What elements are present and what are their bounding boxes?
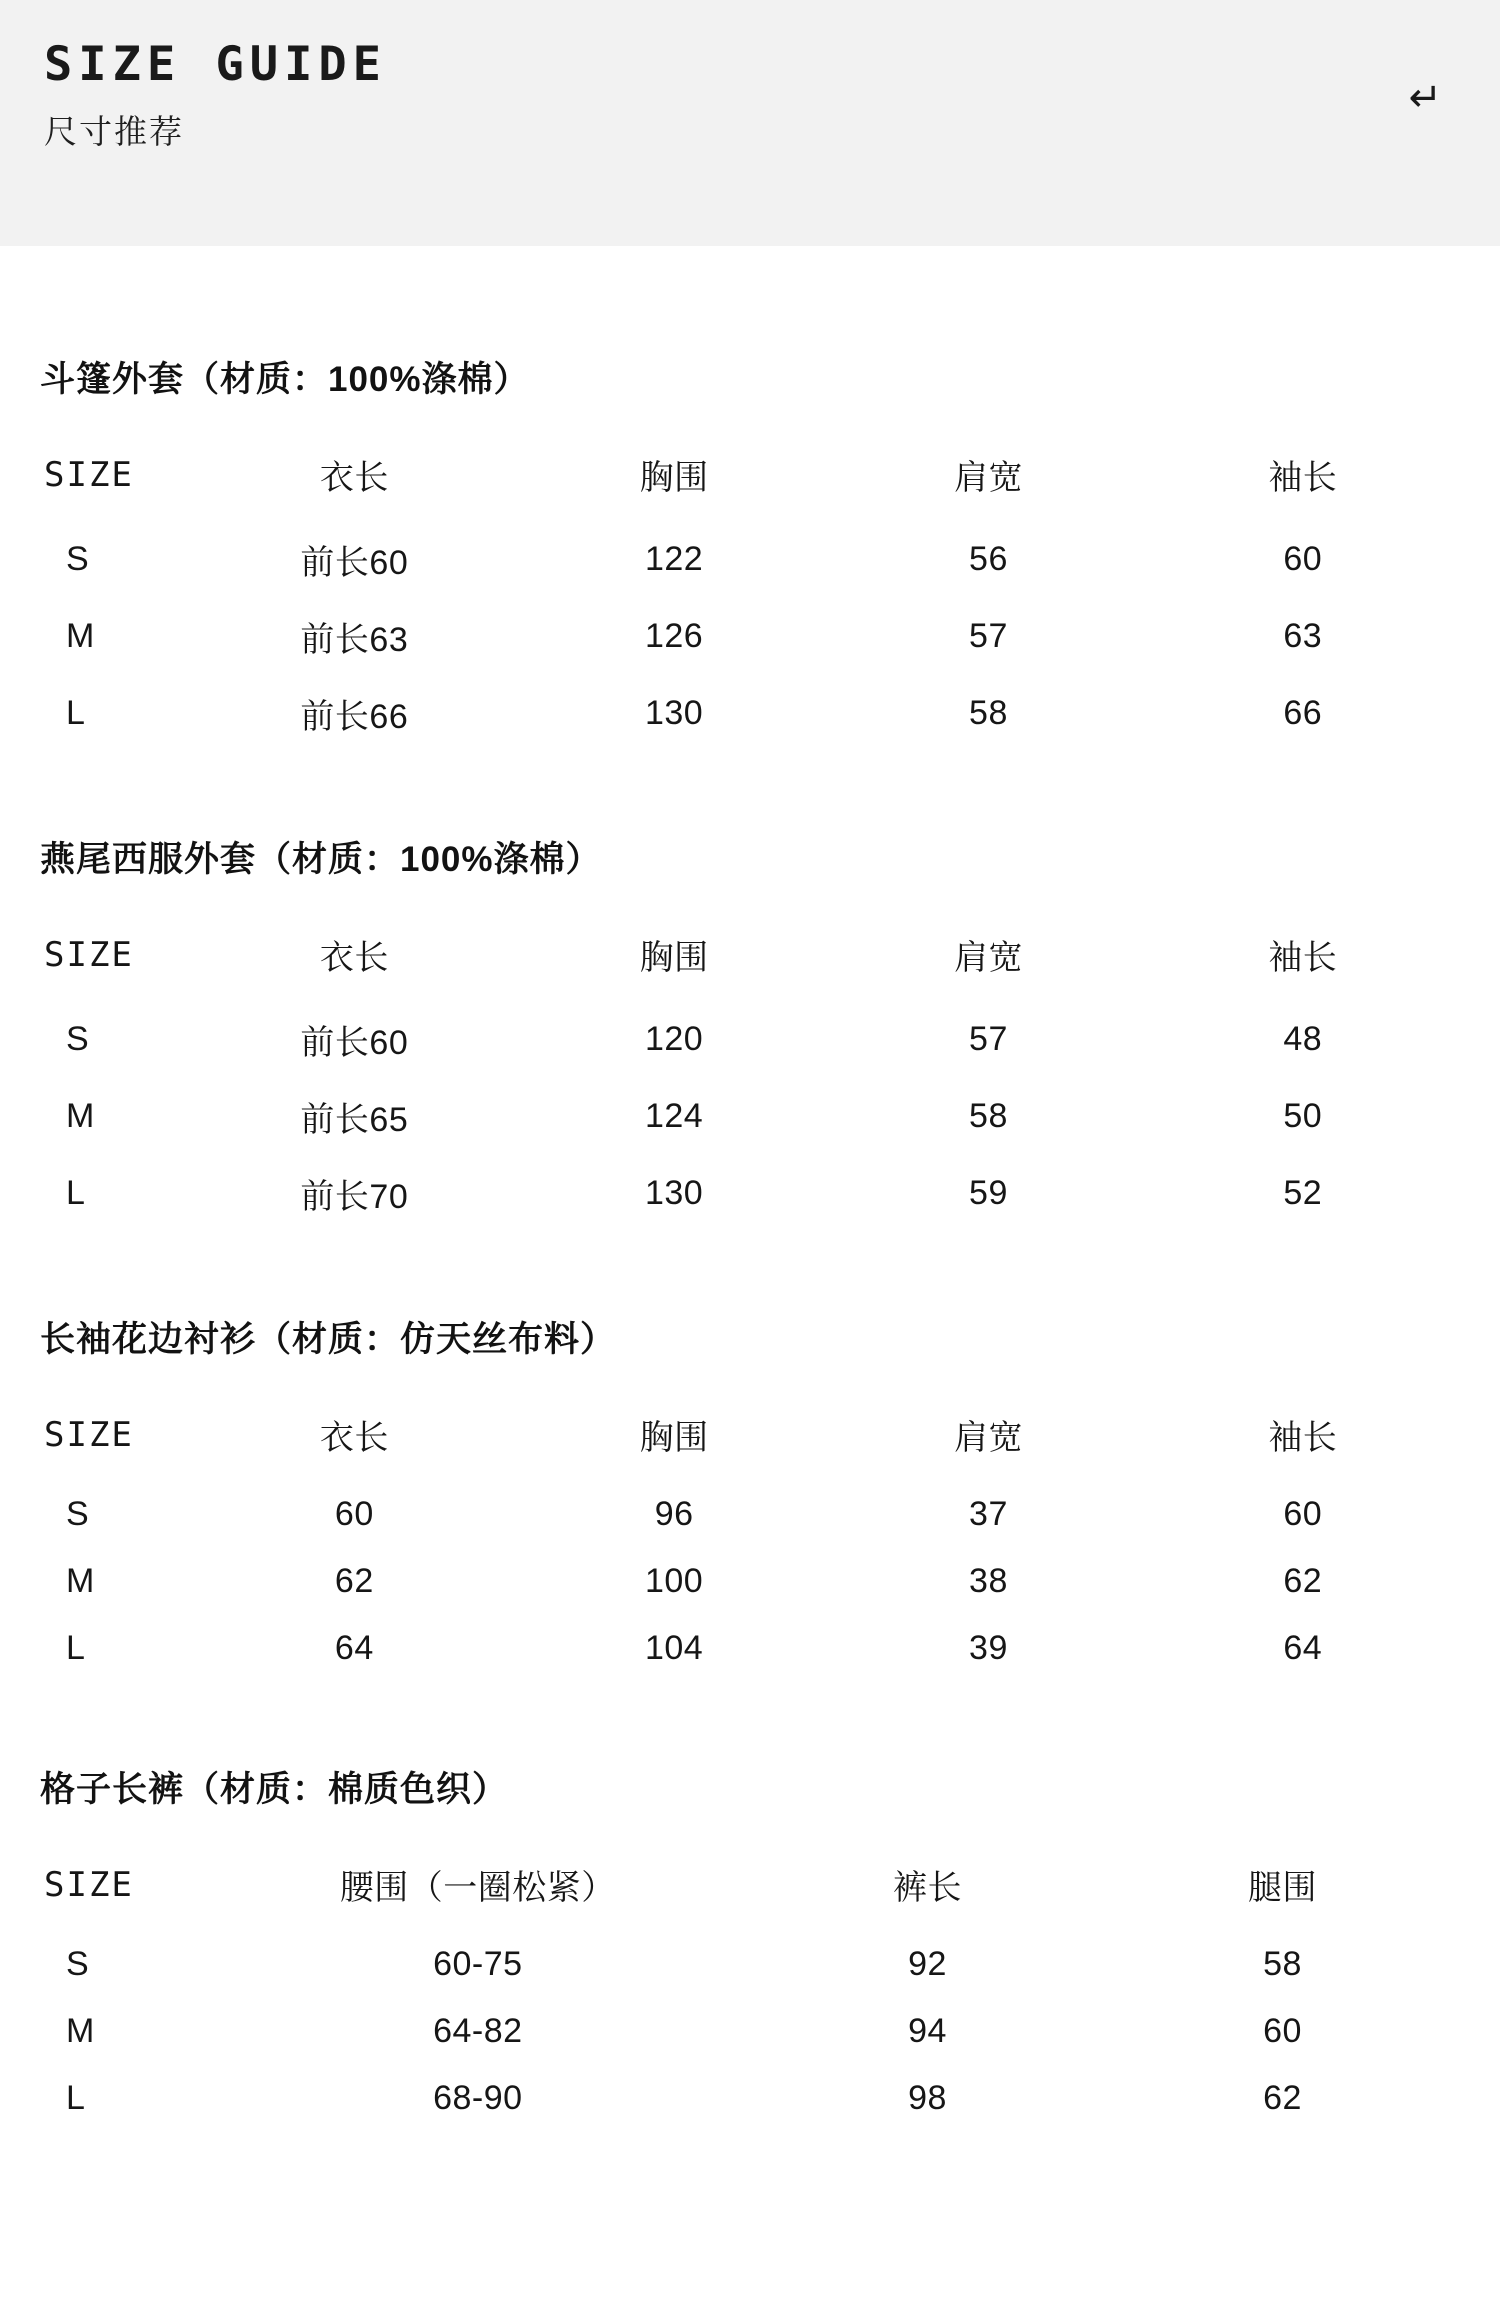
cell-value: 104 xyxy=(644,1629,704,1667)
cell-value: 39 xyxy=(969,1629,1008,1667)
cell-size: L xyxy=(66,1629,85,1667)
cell-value: 48 xyxy=(1283,1020,1323,1058)
table-row xyxy=(40,1481,1460,1548)
cell-value: 98 xyxy=(908,2079,947,2117)
section-title: 斗篷外套（材质：100%涤棉） xyxy=(40,360,530,399)
size-table xyxy=(40,1846,1460,2132)
size-section-trousers xyxy=(40,1762,1460,2132)
table-row xyxy=(40,521,1460,598)
cell-size: M xyxy=(66,1562,95,1600)
cell-value: 60 xyxy=(334,1495,374,1533)
cell-value: 57 xyxy=(969,617,1008,655)
column-header: 胸围 xyxy=(639,939,709,977)
table-header-row xyxy=(40,436,1460,521)
cell-value: 62 xyxy=(1283,1562,1323,1600)
page-title: SIZE GUIDE xyxy=(44,37,387,92)
page-subtitle: 尺寸推荐 xyxy=(44,113,184,151)
column-header: 肩宽 xyxy=(953,939,1023,977)
cell-value: 前长63 xyxy=(300,621,409,659)
cell-value: 56 xyxy=(969,540,1008,578)
cell-value: 92 xyxy=(908,1945,947,1983)
column-header-size: SIZE xyxy=(44,934,134,975)
section-title: 燕尾西服外套（材质：100%涤棉） xyxy=(40,840,602,879)
size-table xyxy=(40,1396,1460,1682)
cell-value: 62 xyxy=(334,1562,374,1600)
cell-size: M xyxy=(66,1097,95,1135)
cell-value: 60 xyxy=(1263,2012,1302,2050)
table-row xyxy=(40,1931,1460,1998)
cell-value: 64 xyxy=(1283,1629,1323,1667)
bottom-spacer xyxy=(40,2132,1460,2192)
cell-value: 120 xyxy=(644,1020,704,1058)
column-header-size: SIZE xyxy=(44,1414,134,1455)
column-header: 袖长 xyxy=(1268,939,1338,977)
table-row xyxy=(40,598,1460,675)
cell-value: 前长66 xyxy=(300,698,409,736)
size-section-cloak xyxy=(40,352,1460,752)
cell-value: 59 xyxy=(969,1174,1008,1212)
cell-value: 96 xyxy=(654,1495,694,1533)
cell-value: 52 xyxy=(1283,1174,1323,1212)
cell-value: 60 xyxy=(1283,1495,1323,1533)
table-row xyxy=(40,1615,1460,1682)
column-header: 裤长 xyxy=(892,1869,962,1907)
table-row xyxy=(40,1078,1460,1155)
cell-value: 66 xyxy=(1283,694,1323,732)
cell-size: L xyxy=(66,1174,85,1212)
table-header-row xyxy=(40,1846,1460,1931)
cell-value: 130 xyxy=(644,1174,704,1212)
cell-size: M xyxy=(66,2012,95,2050)
cell-value: 58 xyxy=(969,694,1008,732)
cell-size: S xyxy=(66,540,89,578)
cell-value: 37 xyxy=(969,1495,1008,1533)
column-header: 袖长 xyxy=(1268,1419,1338,1457)
column-header: 胸围 xyxy=(639,1419,709,1457)
column-header: 衣长 xyxy=(319,459,389,497)
cell-value: 50 xyxy=(1283,1097,1323,1135)
cell-value: 62 xyxy=(1263,2079,1302,2117)
column-header-size: SIZE xyxy=(44,454,134,495)
size-table xyxy=(40,916,1460,1232)
cell-size: L xyxy=(66,694,85,732)
cell-value: 58 xyxy=(969,1097,1008,1135)
section-title: 格子长裤（材质：棉质色织） xyxy=(40,1770,509,1809)
table-row xyxy=(40,1548,1460,1615)
column-header: 衣长 xyxy=(319,1419,389,1457)
cell-value: 64 xyxy=(334,1629,374,1667)
cell-size: S xyxy=(66,1020,89,1058)
column-header: 肩宽 xyxy=(953,459,1023,497)
column-header: 衣长 xyxy=(319,939,389,977)
cell-value: 126 xyxy=(644,617,704,655)
cell-size: M xyxy=(66,617,95,655)
cell-value: 68-90 xyxy=(433,2079,523,2117)
cell-value: 58 xyxy=(1263,1945,1302,1983)
cell-size: L xyxy=(66,2079,85,2117)
size-table xyxy=(40,436,1460,752)
column-header: 袖长 xyxy=(1268,459,1338,497)
column-header: 腰围（一圈松紧） xyxy=(339,1869,616,1907)
cell-value: 63 xyxy=(1283,617,1323,655)
cell-value: 前长60 xyxy=(300,1024,409,1062)
cell-value: 100 xyxy=(644,1562,704,1600)
cell-value: 57 xyxy=(969,1020,1008,1058)
cell-value: 前长60 xyxy=(300,544,409,582)
table-row xyxy=(40,675,1460,752)
cell-size: S xyxy=(66,1495,89,1533)
column-header: 腿围 xyxy=(1247,1869,1317,1907)
cell-value: 130 xyxy=(644,694,704,732)
cell-value: 122 xyxy=(644,540,704,578)
table-header-row xyxy=(40,1396,1460,1481)
cell-value: 64-82 xyxy=(433,2012,523,2050)
column-header-size: SIZE xyxy=(44,1864,134,1905)
table-row xyxy=(40,1155,1460,1232)
cell-value: 94 xyxy=(908,2012,947,2050)
cell-value: 60 xyxy=(1283,540,1323,578)
cell-value: 60-75 xyxy=(433,1945,523,1983)
cell-value: 124 xyxy=(644,1097,704,1135)
column-header: 胸围 xyxy=(639,459,709,497)
table-row xyxy=(40,2065,1460,2132)
cell-value: 38 xyxy=(969,1562,1008,1600)
section-title: 长袖花边衬衫（材质：仿天丝布料） xyxy=(40,1320,617,1359)
size-section-blouse xyxy=(40,1312,1460,1682)
cell-size: S xyxy=(66,1945,89,1983)
table-row xyxy=(40,1001,1460,1078)
cell-value: 前长70 xyxy=(300,1178,409,1216)
table-header-row xyxy=(40,916,1460,1001)
cell-value: 前长65 xyxy=(300,1101,409,1139)
table-row xyxy=(40,1998,1460,2065)
size-section-tailcoat xyxy=(40,832,1460,1232)
column-header: 肩宽 xyxy=(953,1419,1023,1457)
page-header xyxy=(0,0,1500,246)
size-guide-content xyxy=(0,352,1500,2192)
return-icon[interactable]: ↵ xyxy=(1408,76,1442,120)
